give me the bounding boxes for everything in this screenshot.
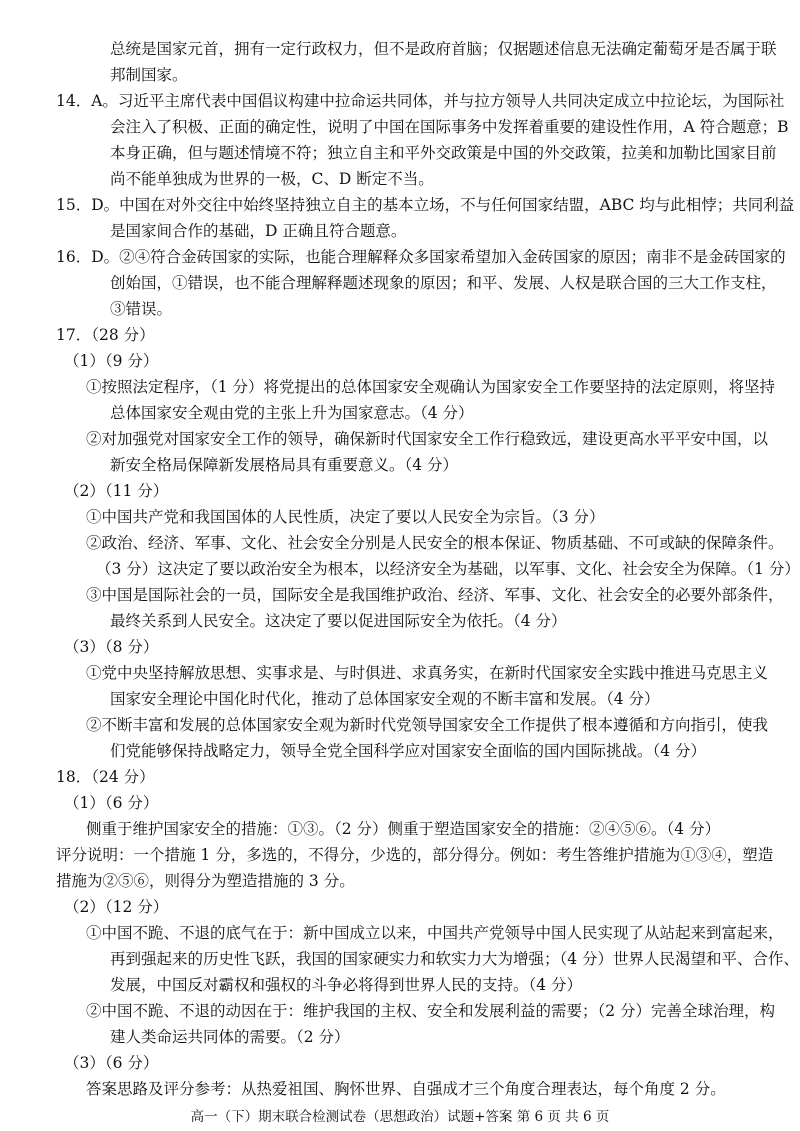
text-line: 创始国，①错误，也不能合理解释题述现象的原因；和平、发展、人权是联合国的三大工作支柱， — [110, 274, 777, 292]
q17-part1-heading: （1）（9 分） — [64, 352, 159, 370]
question-16-answer: 16．D。②④符合金砖国家的实际，也能合理解释众多国家希望加入金砖国家的原因；南非不是金砖国家的 — [56, 248, 786, 266]
text-line: 发展，中国反对霸权和强权的斗争必将得到世界人民的支持。（4 分） — [110, 976, 583, 994]
text-line: 本身正确，但与题述情境不符；独立自主和平外交政策是中国的外交政策，拉美和加勒比国家目前 — [110, 144, 777, 162]
text-line: ①按照法定程序，（1 分）将党提出的总体国家安全观确认为国家安全工作要坚持的法定原则，将坚持 — [86, 378, 776, 396]
text-line: ①中国不跪、不退的底气在于：新中国成立以来，中国共产党领导中国人民实现了从站起来到富起来， — [86, 924, 784, 942]
text-line: （3 分）这决定了要以政治安全为根本，以经济安全为基础，以军事、文化、社会安全为保障。（1 分） — [96, 560, 800, 578]
text-line: 新安全格局保障新发展格局具有重要意义。（4 分） — [110, 456, 459, 474]
text-line: ③错误。 — [110, 300, 173, 318]
text-line: 会注入了积极、正面的确定性，说明了中国在国际事务中发挥着重要的建设性作用，A 符合题意；B — [110, 118, 789, 136]
text-line: 答案思路及评分参考：从热爱祖国、胸怀世界、自强成才三个角度合理表达，每个角度 2 分。 — [86, 1080, 726, 1098]
q18-part3-heading: （3）（6 分） — [64, 1054, 159, 1072]
text-line: 们党能够保持战略定力，领导全党全国科学应对国家安全面临的国内国际挑战。（4 分） — [110, 742, 707, 760]
text-line: 总体国家安全观由党的主张上升为国家意志。（4 分） — [110, 404, 474, 422]
question-17-heading: 17．（28 分） — [56, 326, 155, 344]
q18-part1-heading: （1）（6 分） — [64, 794, 159, 812]
question-15-answer: 15．D。中国在对外交往中始终坚持独立自主的基本立场，不与任何国家结盟，ABC 均与此相悖；共同利益 — [56, 196, 795, 214]
text-line: 国家安全理论中国化时代化，推动了总体国家安全观的不断丰富和发展。（4 分） — [110, 690, 660, 708]
text-line: ②政治、经济、军事、文化、社会安全分别是人民安全的根本保证、物质基础、不可或缺的保障条件。 — [86, 534, 784, 552]
text-line: 最终关系到人民安全。这决定了要以促进国际安全为依托。（4 分） — [110, 612, 567, 630]
text-line: 侧重于维护国家安全的措施：①③。（2 分）侧重于塑造国家安全的措施：②④⑤⑥。（4 分） — [86, 820, 721, 838]
text-line: ②中国不跪、不退的动因在于：维护我国的主权、安全和发展利益的需要；（2 分）完善全球治理，构 — [86, 1002, 776, 1020]
q18-part2-heading: （2）（12 分） — [64, 898, 169, 916]
text-line: 再到强起来的历史性飞跃，我国的国家硬实力和软实力大为增强；（4 分）世界人民渴望和平、合作、 — [110, 950, 800, 968]
text-line: ②不断丰富和发展的总体国家安全观为新时代党领导国家安全工作提供了根本遵循和方向指引，使我 — [86, 716, 769, 734]
question-14-answer: 14．A。习近平主席代表中国倡议构建中拉命运共同体，并与拉方领导人共同决定成立中拉论坛，为国际社 — [56, 92, 785, 110]
text-line: 建人类命运共同体的需要。（2 分） — [110, 1028, 350, 1046]
text-line: 邦制国家。 — [110, 66, 188, 84]
text-line: ①党中央坚持解放思想、实事求是、与时俱进、求真务实，在新时代国家安全实践中推进马克思主义 — [86, 664, 769, 682]
text-line: ③中国是国际社会的一员，国际安全是我国维护政治、经济、军事、文化、社会安全的必要外部条件， — [86, 586, 784, 604]
page-footer: 高一（下）期末联合检测试卷（思想政治）试题+答案 第 6 页 共 6 页 — [190, 1109, 610, 1125]
text-line: 措施为②⑤⑥，则得分为塑造措施的 3 分。 — [56, 872, 355, 890]
text-line: 尚不能单独成为世界的一极，C、D 断定不当。 — [110, 170, 434, 188]
q17-part3-heading: （3）（8 分） — [64, 638, 159, 656]
text-line: 是国家间合作的基础，D 正确且符合题意。 — [110, 222, 407, 240]
text-line: ①中国共产党和我国国体的人民性质，决定了要以人民安全为宗旨。（3 分） — [86, 508, 605, 526]
q17-part2-heading: （2）（11 分） — [64, 482, 169, 500]
text-line: 总统是国家元首，拥有一定行政权力，但不是政府首脑；仅据题述信息无法确定葡萄牙是否属于联 — [110, 40, 777, 58]
question-18-heading: 18．（24 分） — [56, 768, 155, 786]
text-line: ②对加强党对国家安全工作的领导，确保新时代国家安全工作行稳致远，建设更高水平平安中国，以 — [86, 430, 769, 448]
scoring-note: 评分说明：一个措施 1 分，多选的，不得分，少选的，部分得分。例如：考生答维护措施为①③④，塑造 — [56, 846, 774, 864]
